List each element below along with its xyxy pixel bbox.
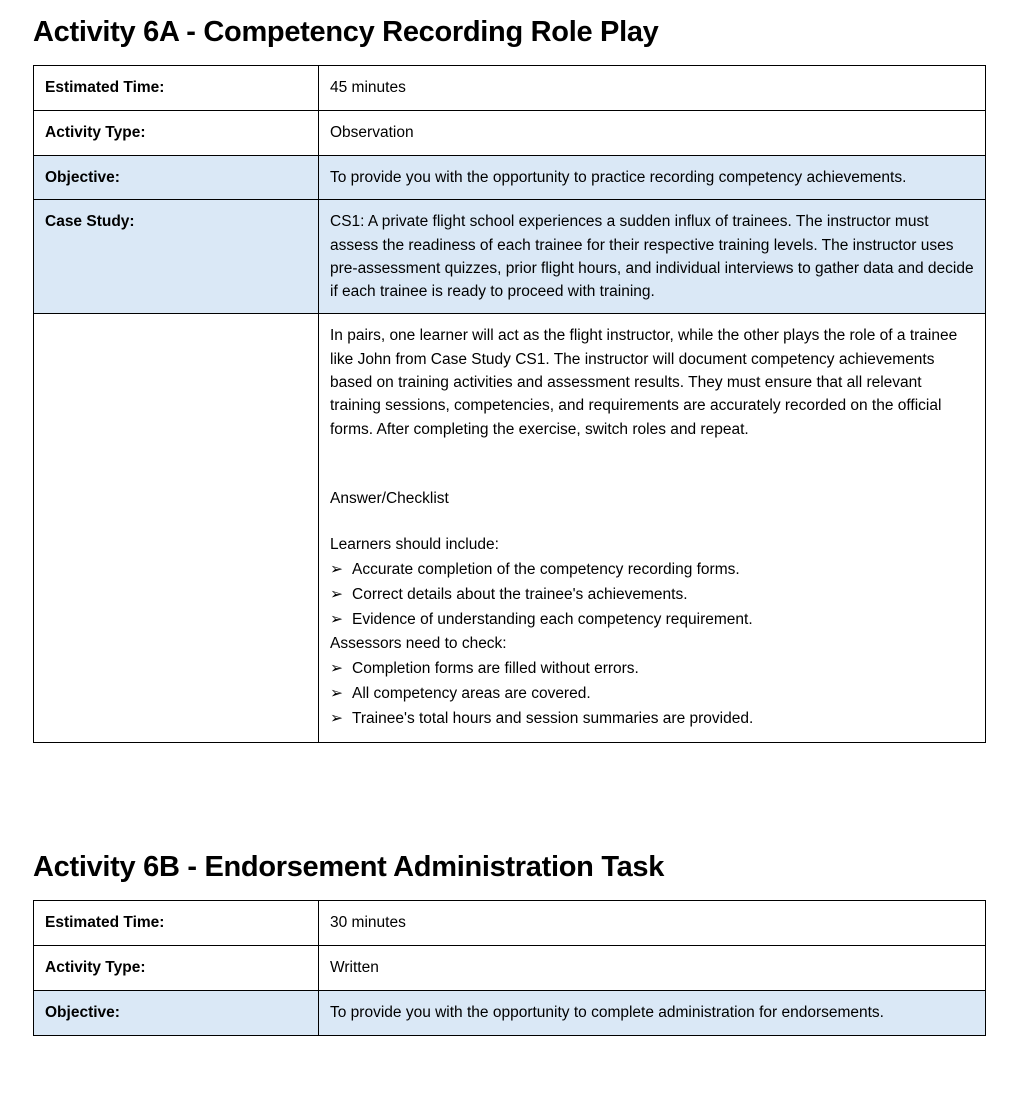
estimated-time-value: 45 minutes	[319, 66, 986, 111]
objective-label: Objective:	[34, 156, 319, 200]
list-item	[330, 707, 974, 730]
activity-type-value: Observation	[319, 111, 986, 156]
list-item-text: Correct details about the trainee's achievements.	[352, 585, 688, 603]
activity-6a-table	[33, 65, 986, 743]
row-objective	[34, 156, 986, 200]
list-item	[330, 608, 974, 631]
arrow-bullet-icon: ➢	[330, 660, 343, 678]
list-item-text: Completion forms are filled without errors.	[352, 660, 639, 678]
arrow-bullet-icon: ➢	[330, 561, 343, 579]
activity-6a-title: Activity 6A - Competency Recording Role Play	[33, 16, 659, 48]
list-item-text: Evidence of understanding each competency requirement.	[352, 610, 753, 628]
assessors-heading: Assessors need to check:	[330, 635, 507, 653]
row-objective	[34, 991, 986, 1036]
arrow-bullet-icon: ➢	[330, 709, 343, 727]
instructions-paragraph: In pairs, one learner will act as the flight instructor, while the other plays the role of a trainee like John from Case Study CS1. The instructor will document competency achievements based on training activities and assessment results. They must ensure that all relevant training sessions, competencies, and requirements are accurately recorded on the official forms. After completing the exercise, switch roles and repeat.	[330, 327, 958, 438]
objective-value: To provide you with the opportunity to practice recording competency achievements.	[319, 156, 986, 200]
arrow-bullet-icon: ➢	[330, 585, 343, 603]
list-item	[330, 583, 974, 606]
estimated-time-label: Estimated Time:	[34, 66, 319, 111]
list-item	[330, 657, 974, 680]
instructions-cell	[319, 314, 986, 742]
arrow-bullet-icon: ➢	[330, 610, 343, 628]
activity-6b-table	[33, 900, 986, 1036]
row-estimated-time	[34, 901, 986, 946]
learners-list	[330, 558, 974, 631]
list-item	[330, 558, 974, 581]
arrow-bullet-icon: ➢	[330, 685, 343, 703]
list-item	[330, 682, 974, 705]
estimated-time-value: 30 minutes	[319, 901, 986, 946]
list-item-text: Accurate completion of the competency recording forms.	[352, 561, 740, 579]
case-study-label: Case Study:	[34, 200, 319, 314]
list-item-text: Trainee's total hours and session summaries are provided.	[352, 709, 754, 727]
activity-6b-title: Activity 6B - Endorsement Administration Task	[33, 851, 665, 883]
assessors-list	[330, 657, 974, 730]
activity-type-label: Activity Type:	[34, 111, 319, 156]
objective-value: To provide you with the opportunity to complete administration for endorsements.	[319, 991, 986, 1036]
activity-type-label: Activity Type:	[34, 946, 319, 991]
row-estimated-time	[34, 66, 986, 111]
row-instructions	[34, 314, 986, 742]
list-item-text: All competency areas are covered.	[352, 685, 591, 703]
objective-label: Objective:	[34, 991, 319, 1036]
row-case-study	[34, 200, 986, 314]
activity-type-value: Written	[319, 946, 986, 991]
instructions-label	[34, 314, 319, 742]
answer-checklist-heading: Answer/Checklist	[330, 489, 449, 507]
row-activity-type	[34, 111, 986, 156]
case-study-value: CS1: A private flight school experiences a sudden influx of trainees. The instructor must assess the readiness of each trainee for their respective training levels. The instructor uses pre-assessment quizzes, prior flight hours, and individual interviews to gather data and decide if each trainee is ready to proceed with training.	[319, 200, 986, 314]
estimated-time-label: Estimated Time:	[34, 901, 319, 946]
row-activity-type	[34, 946, 986, 991]
learners-heading: Learners should include:	[330, 536, 499, 554]
